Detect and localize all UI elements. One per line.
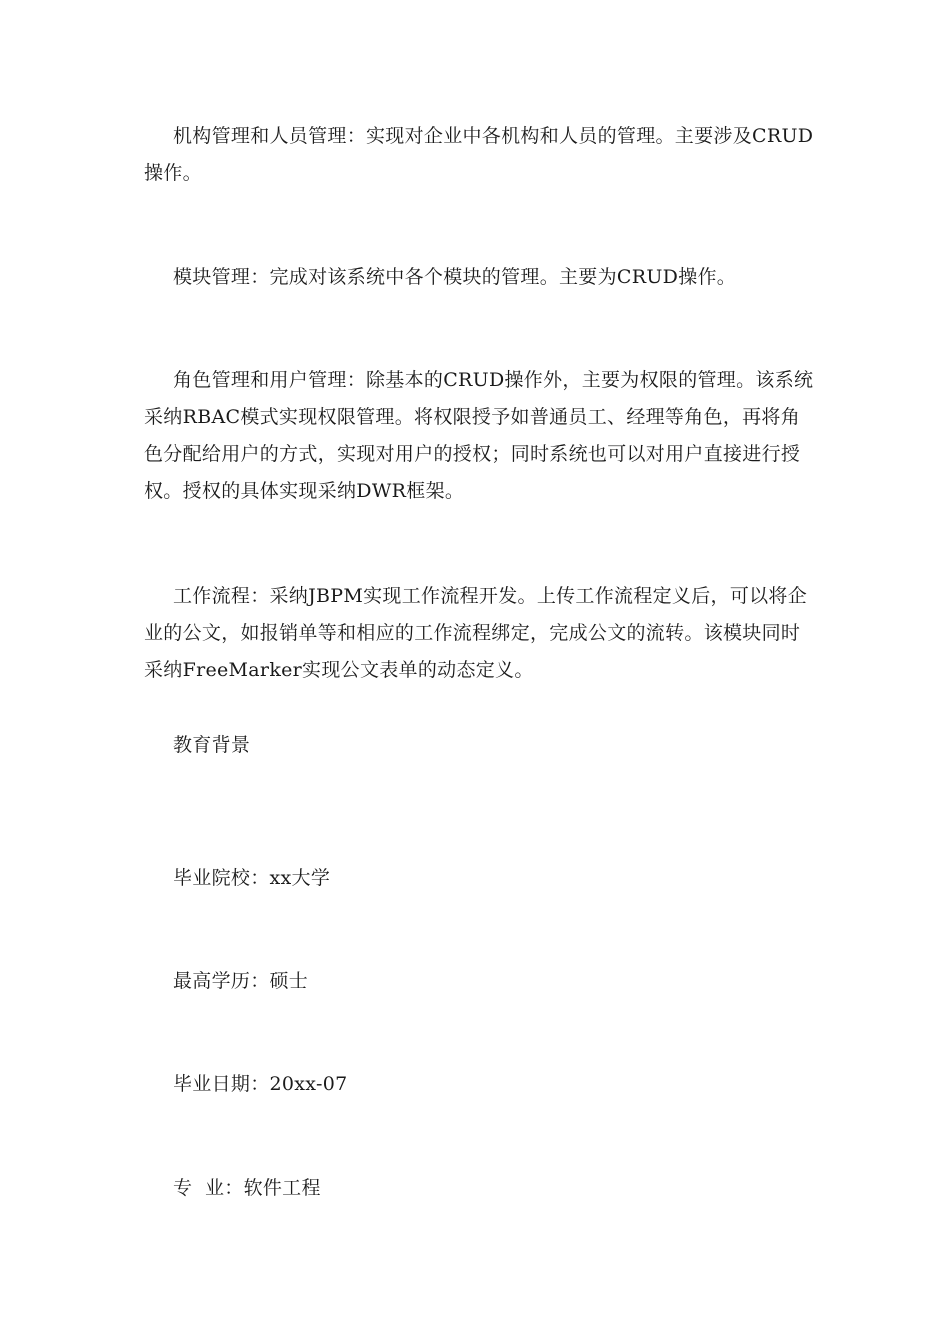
paragraph-module-management: 模块管理：完成对该系统中各个模块的管理。主要为CRUD操作。 — [173, 266, 737, 288]
education-heading: 教育背景 — [173, 734, 251, 756]
education-major: 专 业：软件工程 — [173, 1177, 321, 1199]
paragraph-org-management: 机构管理和人员管理：实现对企业中各机构和人员的管理。主要涉及CRUD操作。 — [144, 125, 814, 184]
education-grad-date: 毕业日期：20xx-07 — [173, 1073, 348, 1095]
education-school: 毕业院校：xx大学 — [173, 867, 331, 889]
paragraph-workflow: 工作流程：采纳JBPM实现工作流程开发。上传工作流程定义后，可以将企业的公文，如报销单等和相应的工作流程绑定，完成公文的流转。该模块同时采纳FreeMarker实现公文表单的动态定义。 — [144, 585, 808, 681]
paragraph-role-management: 角色管理和用户管理：除基本的CRUD操作外，主要为权限的管理。该系统采纳RBAC模式实现权限管理。将权限授予如普通员工、经理等角色，再将角色分配给用户的方式，实现对用户的授权；同时系统也可以对用户直接进行授权。授权的具体实现采纳DWR框架。 — [144, 369, 814, 502]
education-degree: 最高学历：硕士 — [173, 970, 309, 992]
